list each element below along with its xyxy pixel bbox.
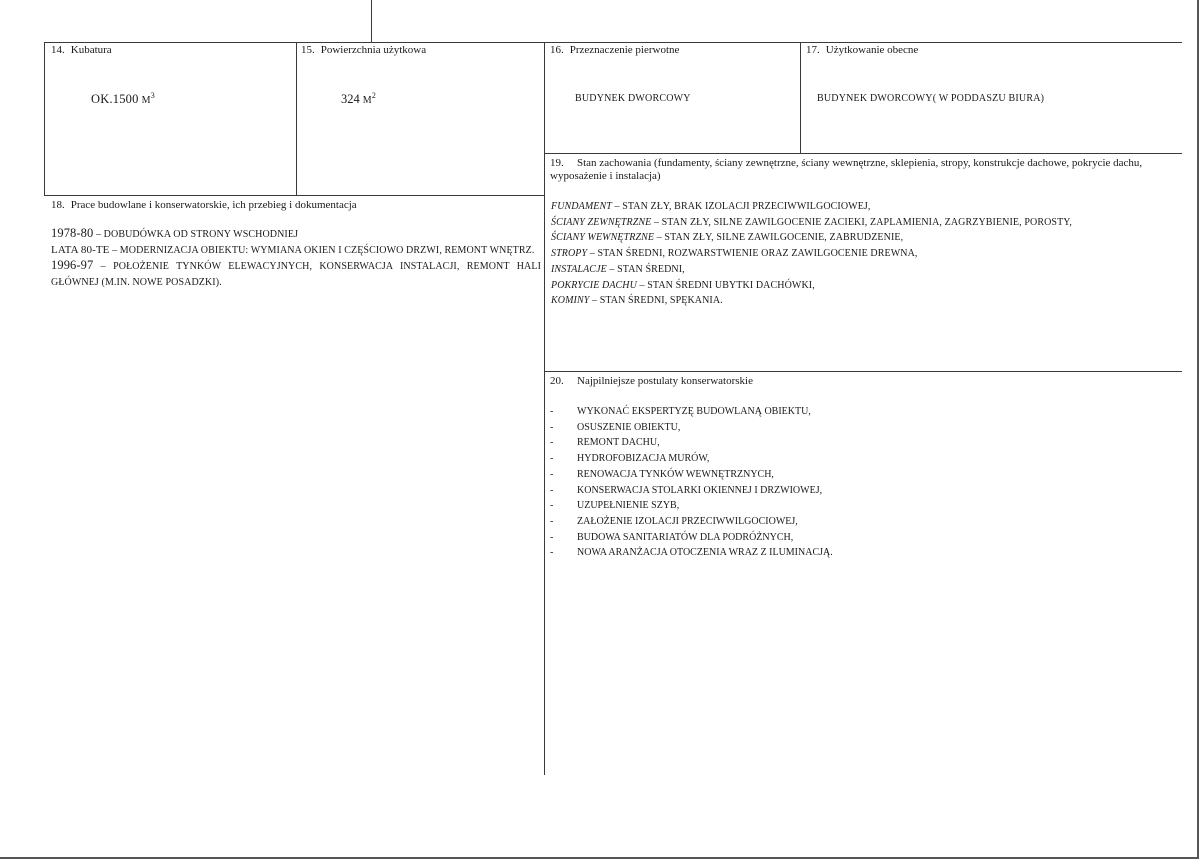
- condition-row: ŚCIANY ZEWNĘTRZNE – STAN ZŁY, SILNE ZAWILGOCENIE ZACIEKI, ZAPLAMIENIA, ZAGRZYBIENIE, POROSTY,: [551, 216, 1072, 228]
- divider-14-15: [296, 42, 297, 195]
- field-20-label: 20. Najpilniejsze postulaty konserwatorskie: [550, 375, 753, 387]
- rule-above-18: [44, 195, 545, 196]
- field-15-label: 15. Powierzchnia użytkowa: [301, 44, 427, 56]
- list-item: - BUDOWA SANITARIATÓW DLA PODRÓŻNYCH,: [550, 531, 794, 543]
- list-item: - REMONT DACHU,: [550, 437, 660, 449]
- top-divider: [371, 0, 372, 43]
- rule-above-20: [545, 371, 1182, 372]
- condition-list: [551, 199, 1151, 309]
- works-entry: 1996-97 – POŁOŻENIE TYNKÓW ELEWACYJNYCH, KONSERWACJA INSTALACJI, REMONT HALI GŁÓWNEJ (M.IN. NOWE POSADZKI).: [51, 258, 541, 288]
- field-17-value: BUDYNEK DWORCOWY( W PODDASZU BIURA): [817, 93, 1045, 104]
- field-17-label: 17. Użytkowanie obecne: [806, 44, 919, 56]
- left-border: [44, 42, 45, 195]
- center-divider: [544, 42, 545, 775]
- header-rule: [44, 42, 1182, 43]
- list-item: - WYKONAĆ EKSPERTYZĘ BUDOWLANĄ OBIEKTU,: [550, 406, 811, 417]
- field-19-label: 19. Stan zachowania (fundamenty, ściany zewnętrzne, ściany wewnętrzne, sklepienia, stropy, konstrukcje dachowe, pokrycie dachu, wyposażenie i instalacja): [550, 157, 1143, 182]
- postulates-list: [550, 404, 833, 561]
- list-item: - NOWA ARANŻACJA OTOCZENIA WRAZ Z ILUMINACJĄ.: [550, 547, 833, 559]
- condition-row: KOMINY – STAN ŚREDNI, SPĘKANIA.: [551, 295, 723, 307]
- list-item: - RENOWACJA TYNKÓW WEWNĘTRZNYCH,: [550, 468, 774, 480]
- field-14-value: OK.1500 $M^3$: [91, 91, 155, 106]
- condition-row: ŚCIANY WEWNĘTRZNE – STAN ZŁY, SILNE ZAWILGOCENIE, ZABRUDZENIE,: [551, 232, 904, 244]
- list-item: - ZAŁOŻENIE IZOLACJI PRZECIWWILGOCIOWEJ,: [550, 515, 798, 527]
- divider-16-17: [800, 42, 801, 153]
- condition-row: FUNDAMENT – STAN ZŁY, BRAK IZOLACJI PRZECIWWILGOCIOWEJ,: [551, 201, 871, 212]
- condition-row: STROPY – STAN ŚREDNI, ROZWARSTWIENIE ORAZ ZAWILGOCENIE DREWNA,: [551, 248, 918, 260]
- rule-above-19: [545, 153, 1182, 154]
- works-entry: LATA 80-TE – MODERNIZACJA OBIEKTU: WYMIANA OKIEN I CZĘŚCIOWO DRZWI, REMONT WNĘTRZ.: [51, 243, 535, 256]
- field-16-label: 16. Przeznaczenie pierwotne: [550, 44, 680, 56]
- works-history-text: [51, 226, 541, 290]
- works-entry: 1978-80 – DOBUDÓWKA OD STRONY WSCHODNIEJ: [51, 226, 299, 240]
- list-item: - HYDROFOBIZACJA MURÓW,: [550, 453, 710, 465]
- field-18-label: 18. Prace budowlane i konserwatorskie, ich przebieg i dokumentacja: [51, 199, 357, 211]
- field-15-value: 324 $M^2$: [341, 91, 376, 106]
- field-14-label: 14. Kubatura: [51, 44, 112, 56]
- condition-row: POKRYCIE DACHU – STAN ŚREDNI UBYTKI DACHÓWKI,: [551, 279, 815, 291]
- list-item: - OSUSZENIE OBIEKTU,: [550, 421, 681, 433]
- field-16-value: BUDYNEK DWORCOWY: [575, 93, 691, 104]
- condition-row: INSTALACJE – STAN ŚREDNI,: [551, 263, 685, 275]
- list-item: - UZUPEŁNIENIE SZYB,: [550, 500, 680, 512]
- list-item: - KONSERWACJA STOLARKI OKIENNEJ I DRZWIOWEJ,: [550, 484, 823, 496]
